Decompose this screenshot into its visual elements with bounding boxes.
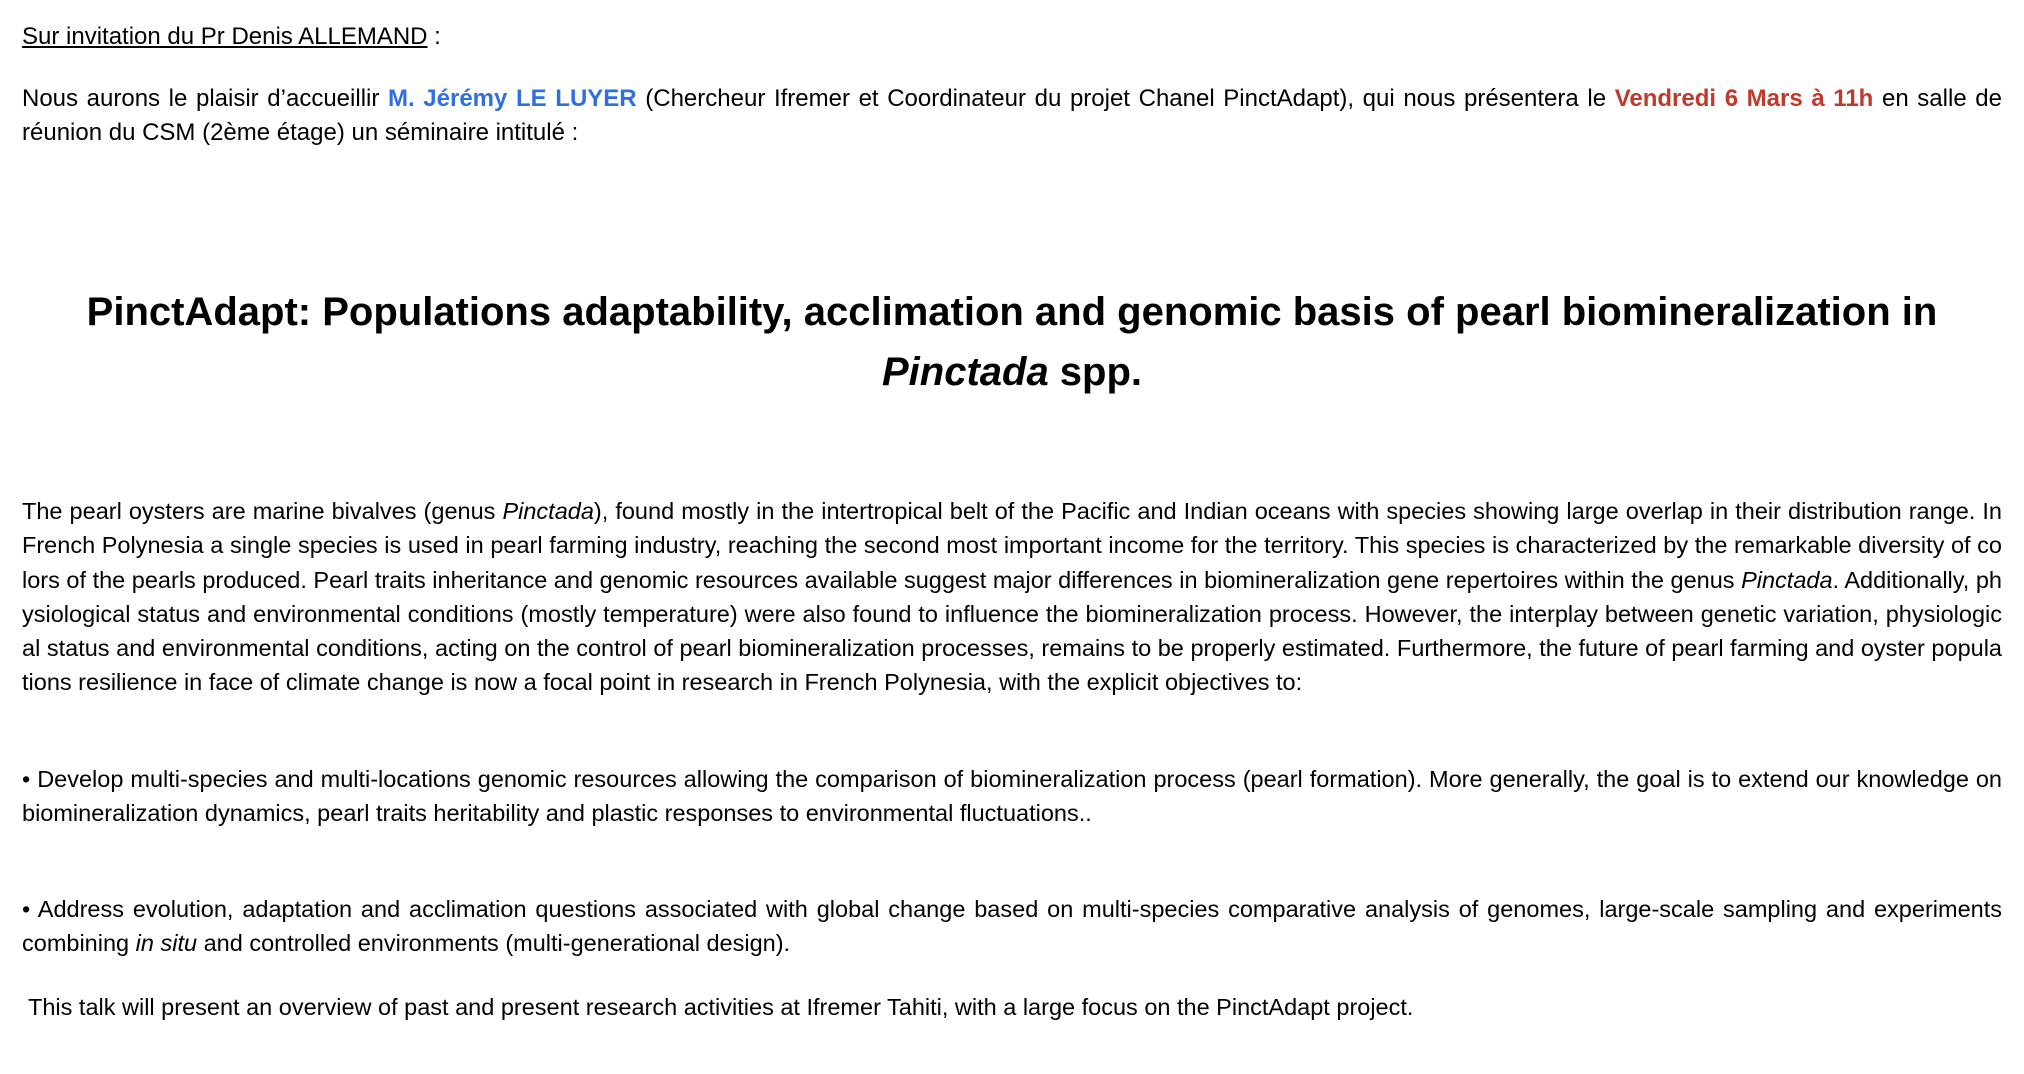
invitation-colon: : xyxy=(427,23,441,50)
abstract-genus2: Pinctada xyxy=(1741,566,1833,593)
bullet-2-text-a: Address evolution, adaptation and acclimation questions associated with global change based on multi-species comparative analysis of genomes, large-scale sampling and experiments combining xyxy=(22,896,2002,957)
speaker-name: M. Jérémy LE LUYER xyxy=(387,85,637,112)
bullet-2-text-b: and controlled environments (multi-generational design). xyxy=(197,930,791,957)
invitation-line xyxy=(22,20,2002,54)
abstract-genus1: Pinctada xyxy=(502,498,594,524)
abstract-s1: The pearl oysters are marine bivalves (genus xyxy=(22,498,503,524)
bullet-2-italic: in situ xyxy=(135,930,198,957)
intro-paragraph xyxy=(22,82,2002,150)
title-line1: PinctAdapt: Populations adaptability, acclimation and genomic basis of pearl biomineralization in xyxy=(86,290,1938,334)
seminar-title xyxy=(22,282,2002,402)
title-spp: spp. xyxy=(1048,350,1143,394)
abstract-paragraph xyxy=(22,494,2002,700)
seminar-date: Vendredi 6 Mars à 11h xyxy=(1614,85,1874,112)
objective-bullet-1 xyxy=(22,762,2002,831)
objective-bullet-2 xyxy=(22,892,2002,961)
invitation-text: Sur invitation du Pr Denis ALLEMAND xyxy=(22,23,428,50)
intro-part2: (Chercheur Ifremer et Coordinateur du projet Chanel PinctAdapt), qui nous présentera le xyxy=(636,85,1615,112)
intro-part3: en salle de réunion du CSM (2ème étage) un séminaire intitulé : xyxy=(22,85,2002,146)
bullet-marker: • xyxy=(22,766,31,792)
bullet-marker: • xyxy=(22,896,31,922)
title-genus: Pinctada xyxy=(881,350,1049,394)
abstract-s2: ), found mostly in the intertropical belt of the Pacific and Indian oceans with species showing large overlap in their distribution range. In French Polynesia a single species is used in pearl farming industry, reaching the second most important income for the territory. This species is characterized by the remarkable diversity of colors of the pearls produced. Pearl traits inheritance and genomic resources available suggest major differences in biomineralization gene repertoires within the genus xyxy=(22,498,2002,593)
closing-sentence: This talk will present an overview of past and present research activities at Ifremer Tahiti, with a large focus on the PinctAdapt project. xyxy=(28,994,1414,1020)
intro-part1: Nous aurons le plaisir d’accueillir xyxy=(22,85,388,112)
abstract-s3: . Additionally, physiological status and environmental conditions (mostly temperature) were also found to influence the biomineralization process. However, the interplay between genetic variation, physiological status and environmental conditions, acting on the control of pearl biomineralization processes, remains to be properly estimated. Furthermore, the future of pearl farming and oyster populations resilience in face of climate change is now a focal point in research in French Polynesia, with the explicit objectives to: xyxy=(22,566,2002,696)
bullet-1-text: Develop multi-species and multi-locations genomic resources allowing the comparison of biomineralization process (pearl formation). More generally, the goal is to extend our knowledge on biomineralization dynamics, pearl traits heritability and plastic responses to environmental fluctuations.. xyxy=(22,766,2002,827)
